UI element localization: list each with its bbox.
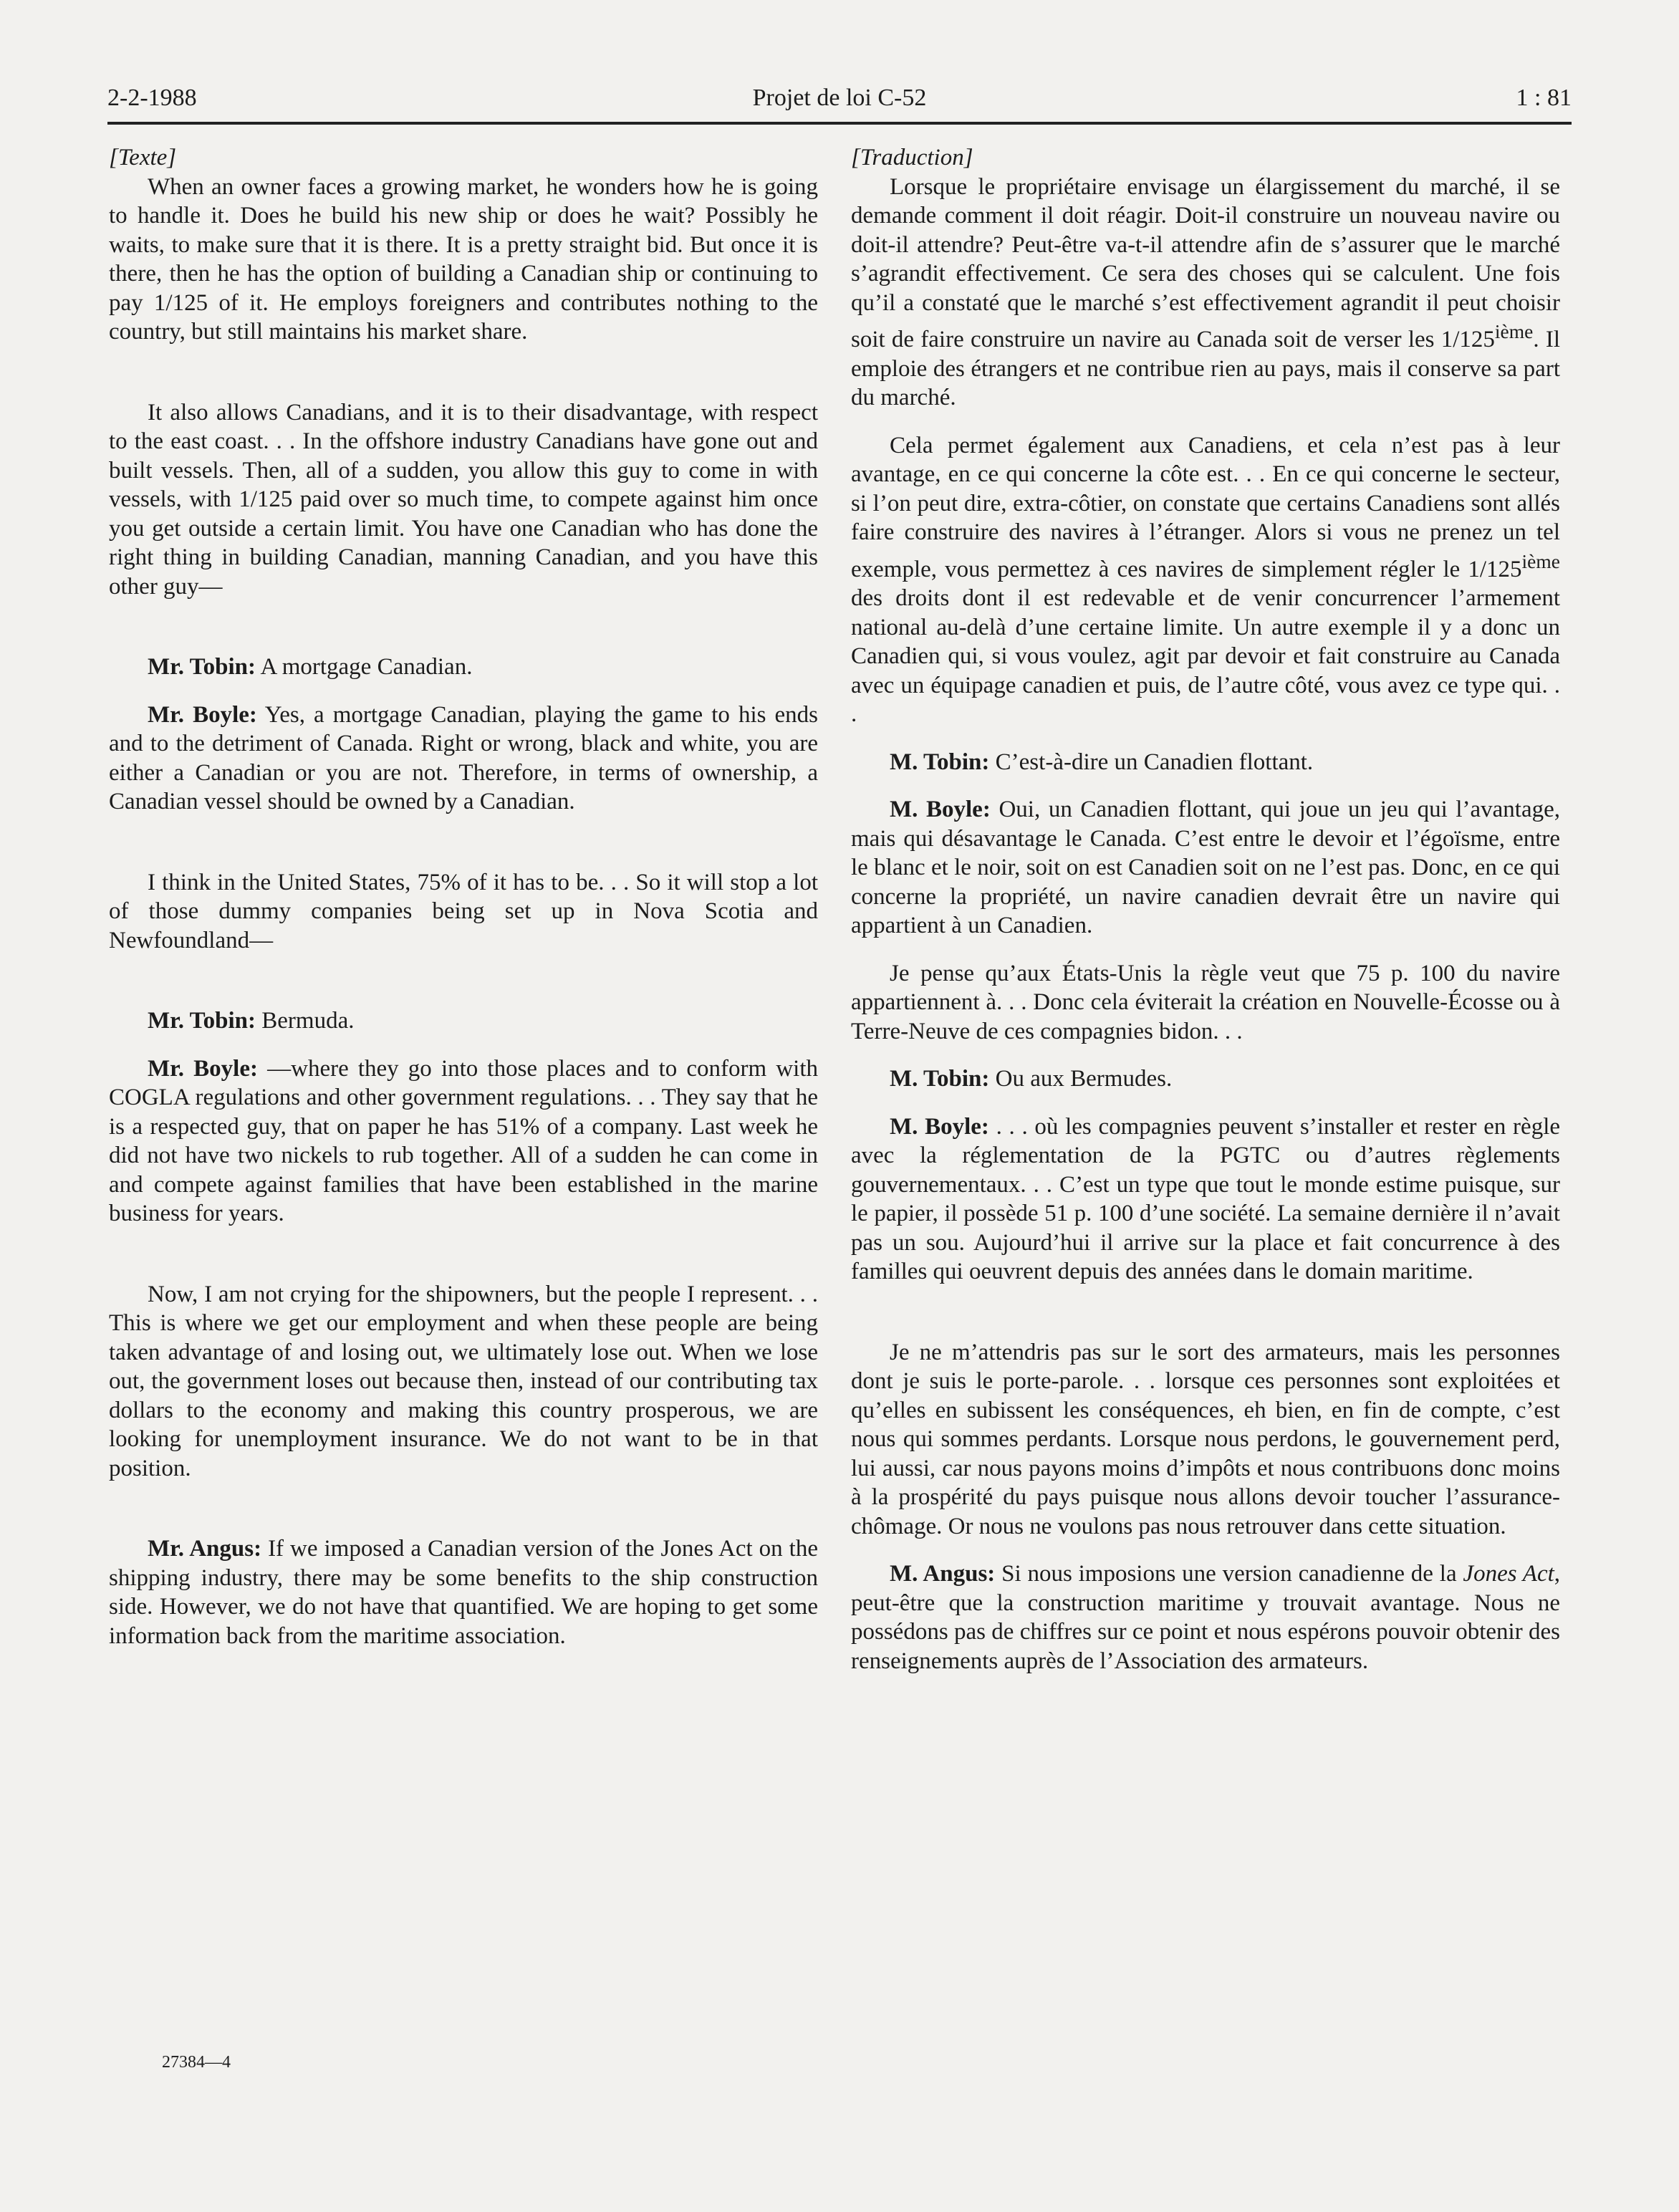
speech-text: Ou aux Bermudes. bbox=[995, 1066, 1173, 1092]
speech-paragraph bbox=[109, 1006, 818, 1036]
paragraph: I think in the United States, 75% of it has to be. . . So it will stop a lot of those dummy companies being set up in Nova Scotia and Newfoundland— bbox=[109, 869, 818, 953]
speech-paragraph bbox=[109, 653, 818, 682]
page-header bbox=[107, 85, 1572, 119]
speaker-name: M. Tobin: bbox=[890, 749, 990, 775]
paragraph: Now, I am not crying for the shipowners, but the people I represent. . . This is where we get our employment and when these people are being taken advantage of and losing out, we ultimately lose out. When we lose out, the government loses out because then, instead of our contributing tax dollars to the economy and making this country prosperous, we are looking for unemployment insurance. We do not want to be in that position. bbox=[109, 1281, 818, 1481]
speaker-name: Mr. Boyle: bbox=[148, 701, 257, 728]
speech-paragraph bbox=[851, 795, 1560, 941]
paragraph: Lorsque le propriétaire envisage un élargissement du marché, il se demande comment il doit réagir. Doit-il construire un nouveau navire ou doit-il attendre? Peut-être va-t-il attendre afin de s’assurer que le marché s’agrandit effectivement. Ce sera des choses qui se calculent. Une fois qu’il a constaté que le marché s’est effectivement agrandit il peut choisir soit de faire construire un navire au Canada soit de verser les 1/125ième. Il emploie des étrangers et ne contribue rien au pays, mais il conserve sa part du marché. bbox=[851, 173, 1560, 410]
column-label-texte: [Texte] bbox=[109, 145, 177, 170]
superscript: ième bbox=[1494, 320, 1534, 342]
paragraph: When an owner faces a growing market, he wonders how he is going to handle it. Does he build his new ship or does he wait? Possibly he waits, to make sure that it is there. It is a pretty straight bid. But once it is there, then he has the option of building a Canadian ship or continuing to pay 1/125 of it. He employs foreigners and contributes nothing to the country, but still maintains his market share. bbox=[109, 173, 818, 345]
speaker-name: Mr. Tobin: bbox=[148, 654, 256, 680]
speech-text: . . . où les compagnies peuvent s’installer et rester en règle avec la réglementation de la PGTC ou d’autres règlements gouvernementaux. . . C’est un type que tout le monde estime puisque, sur le papier, il possède 51 p. 100 d’une société. La semaine dernière il n’avait pas un sou. Aujourd’hui il arrive sur la place et fait concurrence à des familles qui oeuvrent depuis des années dans le domain maritime. bbox=[851, 1113, 1561, 1284]
speech-paragraph bbox=[109, 1534, 818, 1650]
speaker-name: M. Angus: bbox=[890, 1561, 996, 1587]
speaker-name: Mr. Tobin: bbox=[148, 1008, 256, 1034]
speech-paragraph bbox=[109, 1054, 818, 1228]
header-title: Projet de loi C-52 bbox=[752, 85, 927, 111]
speech-text: A mortgage Canadian. bbox=[260, 654, 473, 680]
speech-paragraph bbox=[851, 1064, 1560, 1094]
speech-paragraph bbox=[851, 1112, 1560, 1287]
speaker-name: Mr. Angus: bbox=[148, 1536, 262, 1562]
speech-text: C’est-à-dire un Canadien flottant. bbox=[995, 749, 1314, 775]
paragraph: It also allows Canadians, and it is to their disadvantage, with respect to the east coast. . . In the offshore industry Canadians have gone out and built vessels. Then, all of a sudden, you allow this guy to come in with vessels, with 1/125 paid over so much time, to compete against him once you get outside a certain limit. You have one Canadian who has done the right thing in building Canadian, manning Canadian, and you have this other guy— bbox=[109, 399, 818, 600]
paragraph: Je ne m’attendris pas sur le sort des armateurs, mais les personnes dont je suis le porte-parole. . . lorsque ces personnes sont exploitées et qu’elles en subissent les conséquences, eh bien, en fin de compte, c’est nous qui sommes perdants. Lorsque nous perdons, le gouvernement perd, lui aussi, car nous payons moins d’impôts et nous contribuons donc moins à la prospérité du pays puisque nous allons devoir toucher l’assurance-chômage. Or nous ne voulons pas nous retrouver dans cette situation. bbox=[851, 1339, 1560, 1539]
speaker-name: M. Tobin: bbox=[890, 1066, 990, 1092]
speech-text: Oui, un Canadien flottant, qui joue un jeu qui l’avantage, mais qui désavantage le Canada. C’est entre le devoir et l’égoïsme, entre le blanc et le noir, soit on est Canadien soit on ne l’est pas. Donc, en ce qui concerne la propriété, un navire canadien devrait être un navire qui appartient à un Canadien. bbox=[851, 797, 1561, 938]
french-column bbox=[851, 143, 1560, 1675]
footer-code: 27384—4 bbox=[162, 2053, 231, 2072]
superscript: ième bbox=[1521, 549, 1560, 572]
speaker-name: M. Boyle: bbox=[890, 797, 991, 822]
speech-text: Bermuda. bbox=[261, 1008, 355, 1034]
speaker-name: M. Boyle: bbox=[890, 1113, 989, 1140]
english-column bbox=[109, 143, 818, 1650]
speech-text: If we imposed a Canadian version of the Jones Act on the shipping industry, there may be some benefits to the ship construction side. However, we do not have that quantified. We are hoping to get some information back from the maritime association. bbox=[109, 1536, 818, 1649]
speaker-name: Mr. Boyle: bbox=[148, 1055, 258, 1082]
column-label-traduction: [Traduction] bbox=[851, 145, 973, 170]
speech-paragraph bbox=[109, 701, 818, 817]
header-date: 2-2-1988 bbox=[107, 85, 197, 111]
speech-paragraph bbox=[851, 748, 1560, 777]
paragraph: Cela permet également aux Canadiens, et cela n’est pas à leur avantage, en ce qui concerne la côte est. . . En ce qui concerne le secteur, si l’on peut dire, extra-côtier, on constate que certains Canadiens sont allés faire construire des navires à l’étranger. Alors si vous ne prenez un tel exemple, vous permettez à ces navires de simplement régler le 1/125ième des droits dont il est redevable et de venir concurrencer l’armement national au-delà d’une certaine limite. Un autre exemple il y a donc un Canadien qui, si vous voulez, agit par devoir et fait construire au Canada avec un équipage canadien et puis, de l’autre côté, vous avez ce type qui. . . bbox=[851, 432, 1560, 727]
paragraph: Je pense qu’aux États-Unis la règle veut que 75 p. 100 du navire appartiennent à. . . Donc cela éviterait la création en Nouvelle-Écosse ou à Terre-Neuve de ces compagnies bidon. . . bbox=[851, 960, 1560, 1044]
header-page-number: 1 : 81 bbox=[1516, 85, 1572, 111]
speech-text: Yes, a mortgage Canadian, playing the game to his ends and to the detriment of Canada. Right or wrong, black and white, you are either a Canadian or you are not. Therefore, in terms of ownership, a Canadian vessel should be owned by a Canadian. bbox=[109, 701, 818, 814]
header-rule bbox=[107, 122, 1572, 125]
italic-title: Jones Act bbox=[1463, 1561, 1554, 1587]
speech-paragraph: M. Angus: Si nous imposions une version canadienne de la Jones Act, peut-être que la construction maritime y trouvait avantage. Nous ne possédons pas de chiffres sur ce point et nous espérons pouvoir obtenir des renseignements auprès de l’Association des armateurs. bbox=[851, 1561, 1561, 1674]
speech-text: —where they go into those places and to conform with COGLA regulations and other government regulations. . . They say that he is a respected guy, that on paper he has 51% of a company. Last week he did not have two nickels to rub together. All of a sudden he can come in and compete against families that have been established in the marine business for years. bbox=[109, 1055, 818, 1226]
